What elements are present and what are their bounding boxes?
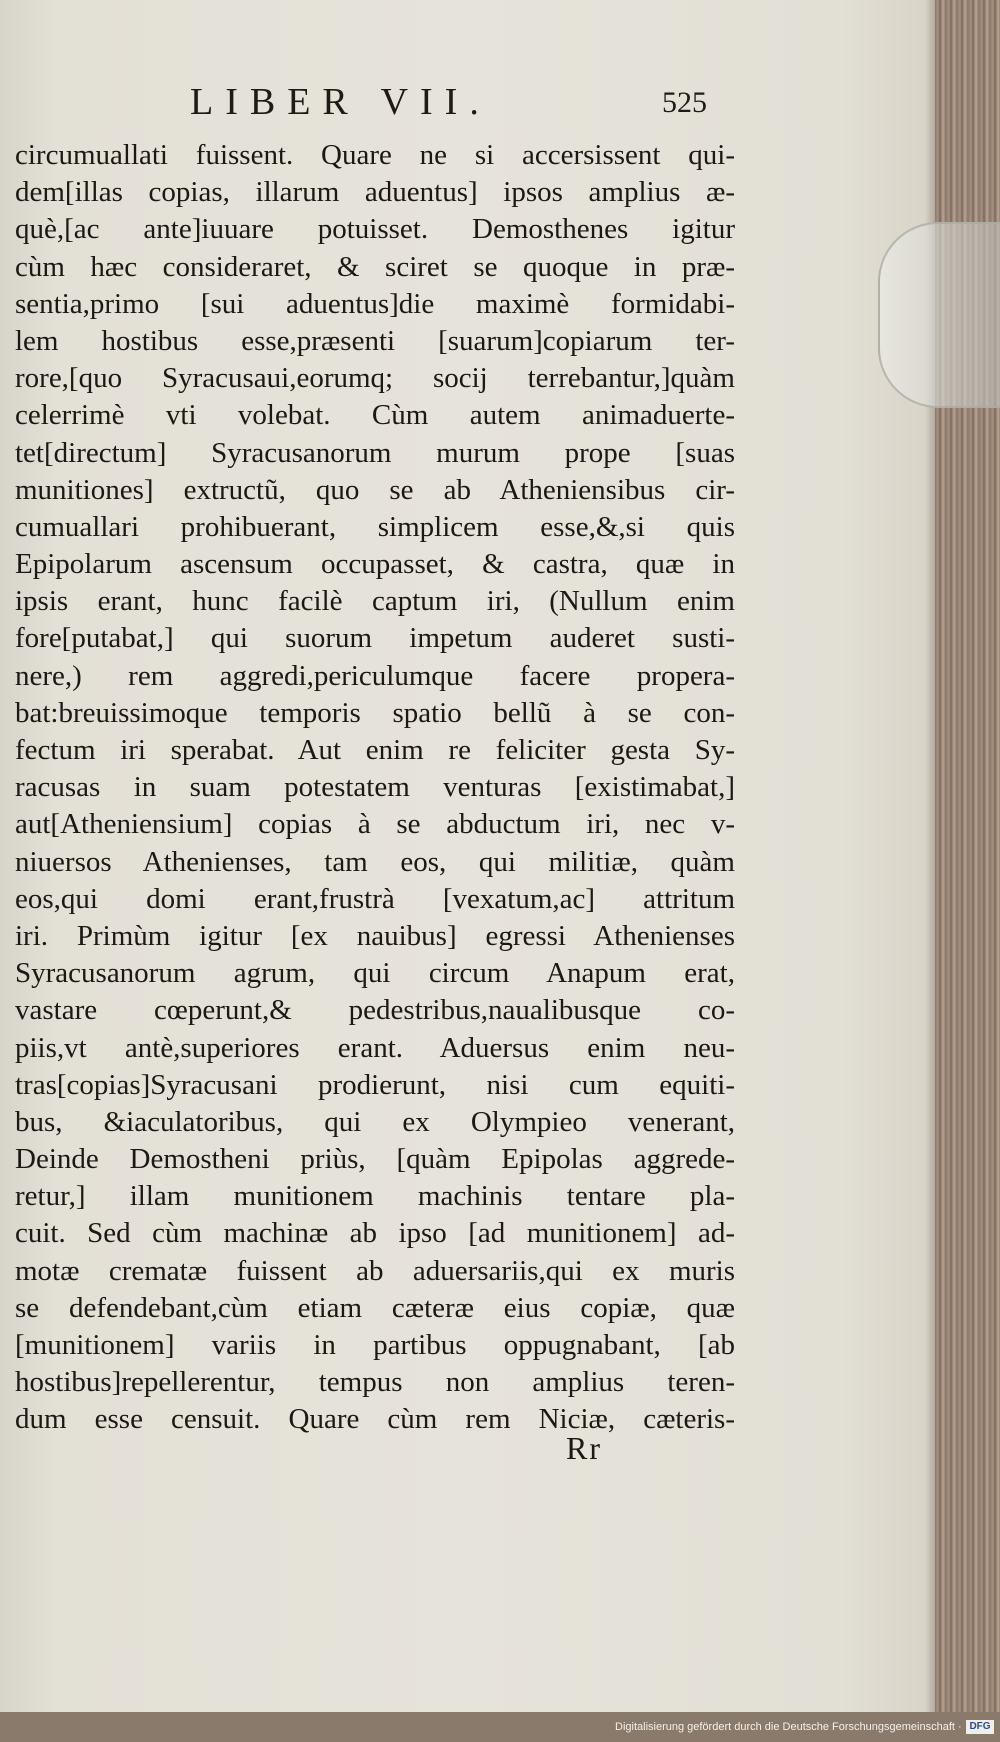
text-line: aut[Atheniensium] copias à se abductum iri, nec v- [15, 808, 735, 841]
page-header [0, 80, 935, 130]
text-line: dem[illas copias, illarum aduentus] ipsos amplius æ- [15, 176, 735, 209]
running-title: LIBER VII. [190, 81, 491, 123]
text-line: tet[directum] Syracusanorum murum prope [suas [15, 436, 735, 469]
text-line: cùm hæc consideraret, & sciret se quoque in præ- [15, 250, 735, 283]
text-line: niuersos Athenienses, tam eos, qui militiæ, quàm [15, 845, 735, 878]
digitization-credit: Digitalisierung gefördert durch die Deutsche Forschungsgemeinschaft · [615, 1721, 962, 1733]
text-line: rore,[quo Syracusaui,eorumq; socij terrebantur,]quàm [15, 362, 735, 395]
text-line: ipsis erant, hunc facilè captum iri, (Nullum enim [15, 585, 735, 618]
text-line: tras[copias]Syracusani prodierunt, nisi cum equiti- [15, 1068, 735, 1101]
text-line: hostibus]repellerentur, tempus non amplius teren- [15, 1366, 735, 1399]
text-line: bat:breuissimoque temporis spatio bellũ à se con- [15, 696, 735, 729]
text-line: Deinde Demostheni priùs, [quàm Epipolas aggrede- [15, 1143, 735, 1176]
text-line: dum esse censuit. Quare cùm rem Niciæ, cæteris- [15, 1403, 735, 1436]
text-line: nere,) rem aggredi,periculumque facere propera- [15, 659, 735, 692]
text-line: munitiones] extructũ, quo se ab Atheniensibus cir- [15, 473, 735, 506]
text-line: iri. Primùm igitur [ex nauibus] egressi Athenienses [15, 919, 735, 952]
text-line: vastare cœperunt,& pedestribus,naualibusque co- [15, 994, 735, 1027]
text-line: sentia,primo [sui aduentus]die maximè formidabi- [15, 287, 735, 320]
text-line: [munitionem] variis in partibus oppugnabant, [ab [15, 1329, 735, 1361]
dfg-logo: DFG [966, 1720, 994, 1734]
text-line: se defendebant,cùm etiam cæteræ eius copiæ, quæ [15, 1291, 735, 1324]
text-line: motæ crematæ fuissent ab aduersariis,qui ex muris [15, 1254, 735, 1287]
signature-mark: Rr [566, 1430, 602, 1466]
text-line: Syracusanorum agrum, qui circum Anapum erat, [15, 957, 735, 990]
text-line: bus, &iaculatoribus, qui ex Olympieo venerant, [15, 1105, 735, 1138]
text-line: cumuallari prohibuerant, simplicem esse,&,si quis [15, 510, 735, 543]
text-line: retur,] illam munitionem machinis tentare pla- [15, 1180, 735, 1213]
text-line: circumuallati fuissent. Quare ne si accersissent qui- [15, 139, 735, 171]
folio-number: 525 [662, 86, 707, 119]
text-line: lem hostibus esse,præsenti [suarum]copiarum ter- [15, 324, 735, 357]
text-line: piis,vt antè,superiores erant. Aduersus enim neu- [15, 1031, 735, 1064]
text-line: eos,qui domi erant,frustrà [vexatum,ac] attritum [15, 882, 735, 915]
text-line: Epipolarum ascensum occupasset, & castra, quæ in [15, 548, 735, 581]
text-line: cuit. Sed cùm machinæ ab ipso [ad munitionem] ad- [15, 1217, 735, 1250]
text-line: fore[putabat,] qui suorum impetum auderet susti- [15, 622, 735, 655]
text-line: racusas in suam potestatem venturas [existimabat,] [15, 771, 735, 804]
text-line: celerrimè vti volebat. Cùm autem animaduerte- [15, 399, 735, 432]
book-clamp [878, 222, 1000, 408]
text-line: fectum iri sperabat. Aut enim re feliciter gesta Sy- [15, 734, 735, 766]
body-text [15, 137, 735, 1439]
text-line: què,[ac ante]iuuare potuisset. Demosthenes igitur [15, 213, 735, 246]
